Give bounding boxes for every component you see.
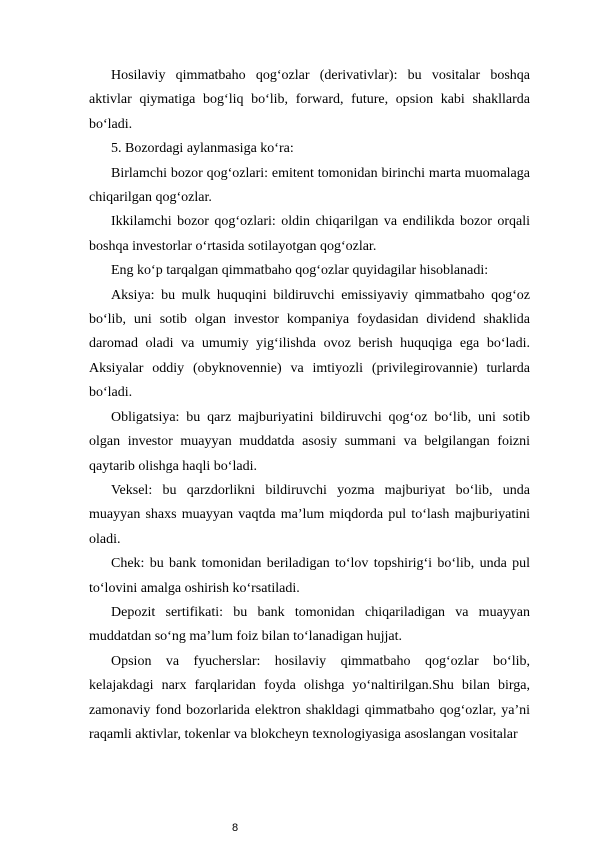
- paragraph-heading-market-circulation: 5. Bozordagi aylanmasiga ko‘ra:: [111, 141, 294, 157]
- paragraph-primary-market: Birlamchi bozor qog‘ozlari: emitent tomonidan birinchi marta muomalaga chiqarilgan qog‘ozlar.: [89, 165, 530, 206]
- paragraph-stock: Aksiya: bu mulk huquqini bildiruvchi emissiyaviy qimmatbaho qog‘oz bo‘lib, uni sotib olgan investor kompaniya foydasidan dividend shaklida daromad oladi va umumiy yig‘ilishda ovoz berish huquqiga ega bo‘ladi. Aksiyalar oddiy (obyknovennie) va imtiyozli (privilegirovannie) turlarda bo‘ladi.: [89, 287, 530, 401]
- paragraph-common-securities-intro: Eng ko‘p tarqalgan qimmatbaho qog‘ozlar quyidagilar hisoblanadi:: [111, 263, 489, 279]
- page-body: [89, 64, 530, 747]
- paragraph-bond: Obligatsiya: bu qarz majburiyatini bildiruvchi qog‘oz bo‘lib, uni sotib olgan investor muayyan muddatda asosiy summani va belgilangan foizni qaytarib olishga haqli bo‘ladi.: [89, 409, 530, 474]
- paragraph-check: Chek: bu bank tomonidan beriladigan to‘lov topshirig‘i bo‘lib, unda pul to‘lovini amalga oshirish ko‘rsatiladi.: [89, 556, 530, 596]
- paragraph-derivatives: Hosilaviy qimmatbaho qog‘ozlar (derivativlar): bu vositalar boshqa aktivlar qiymatiga bog‘liq bo‘lib, forward, future, opsion kabi shakllarda bo‘ladi.: [89, 68, 530, 132]
- paragraph-secondary-market: Ikkilamchi bozor qog‘ozlari: oldin chiqarilgan va endilikda bozor orqali boshqa investorlar o‘rtasida sotilayotgan qog‘ozlar.: [89, 214, 530, 254]
- paragraph-options-futures: Opsion va fyucherslar: hosilaviy qimmatbaho qog‘ozlar bo‘lib, kelajakdagi narx farqlaridan foyda olishga yo‘naltirilgan.Shu bilan birga, zamonaviy fond bozorlarida elektron shakldagi qimmatbaho qog‘ozlar, ya’ni raqamli aktivlar, tokenlar va blokcheyn texnologiyasiga asoslangan vositalar: [89, 653, 530, 742]
- paragraph-deposit-certificate: Depozit sertifikati: bu bank tomonidan chiqariladigan va muayyan muddatdan so‘ng ma’lum foiz bilan to‘lanadigan hujjat.: [89, 604, 530, 645]
- page-number: 8: [232, 822, 239, 834]
- paragraph-promissory-note: Veksel: bu qarzdorlikni bildiruvchi yozma majburiyat bo‘lib, unda muayyan shaxs muayyan vaqtda ma’lum miqdorda pul to‘lash majburiyatini oladi.: [89, 482, 530, 547]
